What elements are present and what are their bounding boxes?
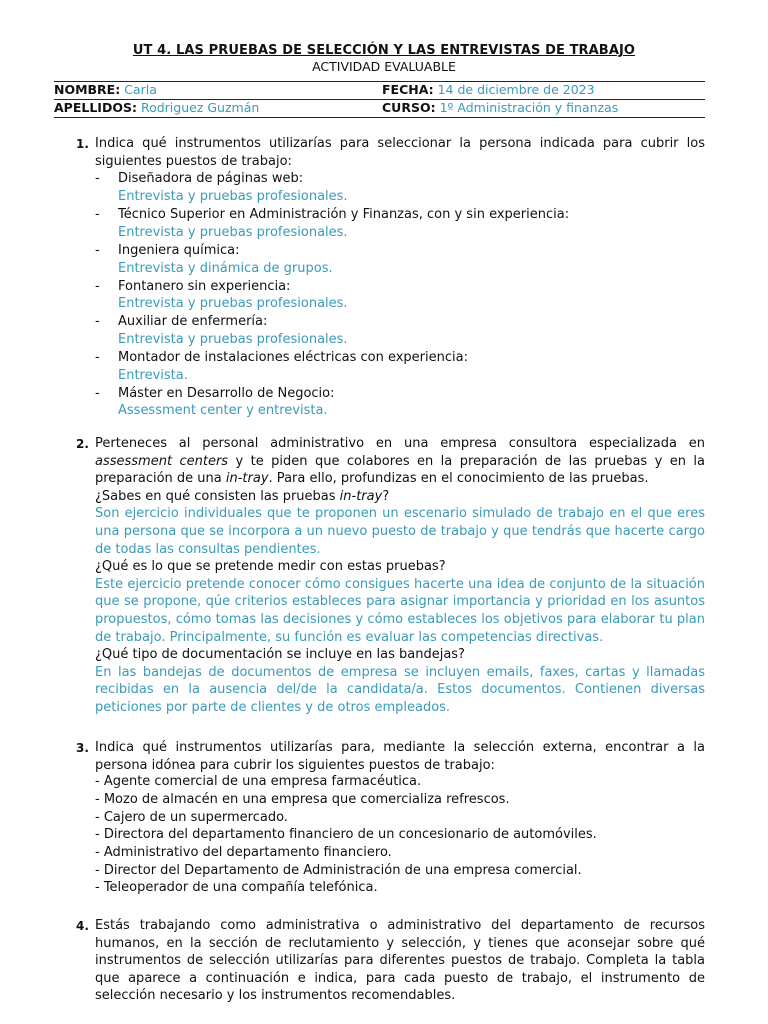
- q1-job: Máster en Desarrollo de Negocio:: [118, 386, 335, 401]
- q1-job: Técnico Superior en Administración y Finanzas, con y sin experiencia:: [118, 207, 570, 222]
- q1-dash: -: [95, 171, 100, 186]
- fecha-value: 14 de diciembre de 2023: [437, 82, 595, 97]
- q1-answer: Entrevista y pruebas profesionales.: [118, 189, 348, 204]
- q1-job: Diseñadora de páginas web:: [118, 171, 304, 186]
- q3-list-item: - Mozo de almacén en una empresa que comercializa refrescos.: [95, 792, 510, 807]
- q1-dash: -: [95, 350, 100, 365]
- q1-dash: -: [95, 279, 100, 294]
- question-2-body: [95, 435, 705, 717]
- q1-answer: Assessment center y entrevista.: [118, 403, 328, 418]
- q3-list-item: - Administrativo del departamento financiero.: [95, 845, 392, 860]
- question-2-answer-2: Este ejercicio pretende conocer cómo consigues hacerte una idea de conjunto de la situación que se propone, qúe criterios estableces para asignar importancia y prioridad en los asuntos propuestos, cómo tomas las decisiones y cómo estableces los objetivos para elaborar tu plan de trabajo. Principalmente, su función es evaluar las competencias directivas.: [95, 576, 705, 645]
- apellidos-field: APELLIDOS: Rodriguez Guzmán: [54, 100, 260, 115]
- q1-dash: -: [95, 314, 100, 329]
- document-title: UT 4. LAS PRUEBAS DE SELECCIÓN Y LAS ENTREVISTAS DE TRABAJO: [132, 43, 636, 58]
- q1-job: Montador de instalaciones eléctricas con experiencia:: [118, 350, 468, 365]
- q1-job: Fontanero sin experiencia:: [118, 279, 291, 294]
- question-2-sub-1: ¿Sabes en qué consisten las pruebas in-tray?: [95, 488, 390, 504]
- q1-dash: -: [95, 243, 100, 258]
- q1-dash: -: [95, 207, 100, 222]
- q1-answer: Entrevista y dinámica de grupos.: [118, 261, 333, 276]
- q1-answer: Entrevista.: [118, 368, 188, 383]
- question-4-number: 4.: [76, 919, 89, 933]
- question-1-number: 1.: [76, 137, 89, 151]
- question-2-answer-3: En las bandejas de documentos de empresa se incluyen emails, faxes, cartas y llamadas recibidas en la ausencia del/de la candidata/a. Estos documentos. Contienen diversas peticiones por parte de clientes y de otros empleados.: [95, 664, 705, 715]
- question-2-intro: Perteneces al personal administrativo en una empresa consultora especializada en assessment centers y te piden que colabores en la preparación de las pruebas y en la preparación de una in-tray. Para ello, profundizas en el conocimiento de las pruebas.: [95, 436, 705, 487]
- q3-list-item: - Director del Departamento de Administración de una empresa comercial.: [95, 863, 582, 878]
- question-1-text: Indica qué instrumentos utilizarías para seleccionar la persona indicada para cubrir los siguientes puestos de trabajo:: [95, 136, 705, 169]
- question-2-answer-1: Son ejercicio individuales que te proponen un escenario simulado de trabajo en el que eres una persona que se incorpora a un nuevo puesto de trabajo y que tendrás que hacerte cargo de todas las consultas pendientes.: [95, 506, 705, 557]
- curso-field: CURSO: 1º Administración y finanzas: [382, 100, 619, 115]
- apellidos-value: Rodriguez Guzmán: [140, 100, 260, 115]
- q1-answer: Entrevista y pruebas profesionales.: [118, 296, 348, 311]
- question-2-number: 2.: [76, 437, 89, 451]
- nombre-field: NOMBRE: Carla: [54, 82, 157, 97]
- q3-list-item: - Cajero de un supermercado.: [95, 810, 288, 825]
- question-3-text: Indica qué instrumentos utilizarías para, mediante la selección externa, encontrar a la persona idónea para cubrir los siguientes puestos de trabajo:: [95, 740, 705, 773]
- q1-dash: -: [95, 386, 100, 401]
- q3-list-item: - Teleoperador de una compañía telefónica.: [95, 880, 378, 895]
- fecha-field: FECHA: 14 de diciembre de 2023: [382, 82, 595, 97]
- curso-value: 1º Administración y finanzas: [439, 100, 619, 115]
- q3-list-item: - Directora del departamento financiero de un concesionario de automóviles.: [95, 827, 597, 842]
- document-subtitle: ACTIVIDAD EVALUABLE: [312, 59, 456, 74]
- question-3-number: 3.: [76, 741, 89, 755]
- question-4-text: Estás trabajando como administrativa o administrativo del departamento de recursos humanos, en la sección de reclutamiento y selección, y tienes que aconsejar sobre qué instrumentos de selección utilizarías para diferentes puestos de trabajo. Completa la tabla que aparece a continuación e indica, para cada puesto de trabajo, el instrumento de selección necesario y los instrumentos recomendables.: [95, 918, 705, 1003]
- q3-list-item: - Agente comercial de una empresa farmacéutica.: [95, 774, 422, 789]
- header-row-2: [54, 99, 705, 116]
- nombre-value: Carla: [124, 82, 157, 97]
- question-2-sub-2: ¿Qué es lo que se pretende medir con estas pruebas?: [95, 559, 446, 575]
- q1-answer: Entrevista y pruebas profesionales.: [118, 332, 348, 347]
- header-row-1: [54, 81, 705, 98]
- q1-job: Auxiliar de enfermería:: [118, 314, 268, 329]
- header-rule-bottom: [54, 117, 705, 118]
- q1-job: Ingeniera química:: [118, 243, 240, 258]
- q1-answer: Entrevista y pruebas profesionales.: [118, 225, 348, 240]
- question-2-sub-3: ¿Qué tipo de documentación se incluye en las bandejas?: [95, 647, 465, 663]
